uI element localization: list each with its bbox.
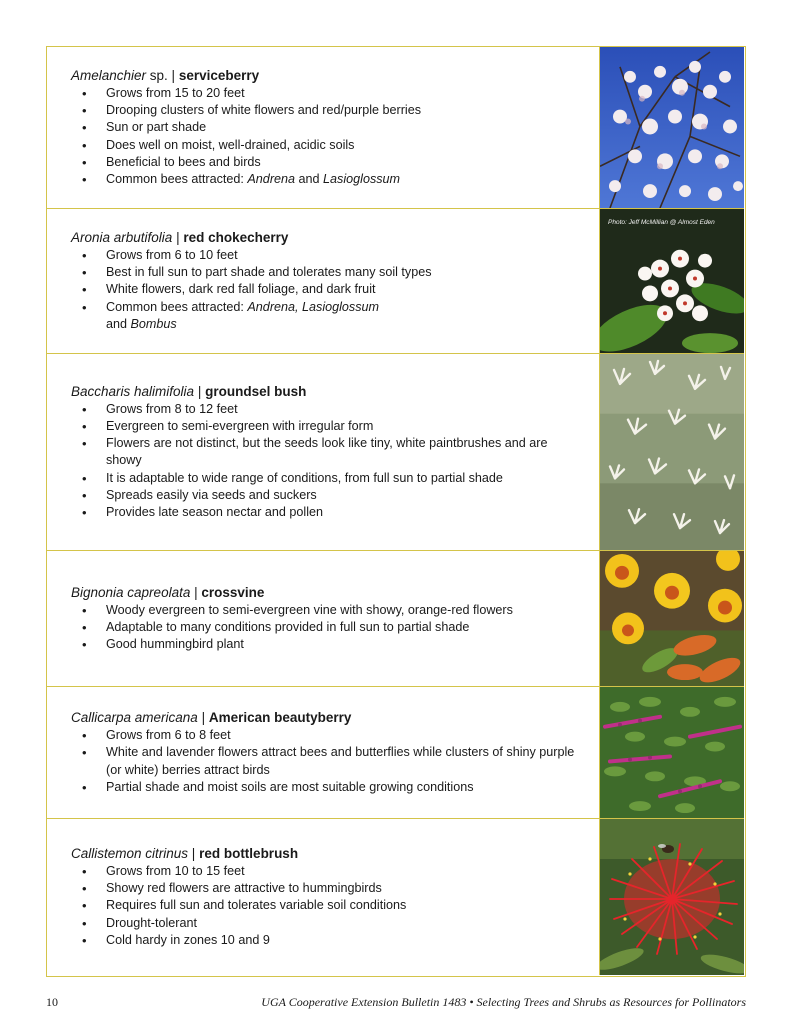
plant-title: Callistemon citrinus | red bottlebrush <box>71 845 299 861</box>
plant-facts-list <box>71 863 585 949</box>
plant-title: Bignonia capreolata | crossvine <box>71 584 265 600</box>
bulletin-citation: UGA Cooperative Extension Bulletin 1483 • Selecting Trees and Shrubs as Resources for Pollinators <box>261 995 746 1009</box>
purple-berry-shrub-photo <box>600 687 744 818</box>
list-item: • White and lavender flowers attract bees and butterflies while clusters of shiny purple (or white) berries attract birds <box>106 744 585 778</box>
white-blossom-tree-photo <box>600 47 744 208</box>
scientific-name: Callicarpa americana <box>71 710 198 726</box>
common-name: red chokecherry <box>183 229 289 245</box>
plant-description <box>47 551 600 686</box>
common-name: groundsel bush <box>205 383 307 399</box>
white-seed-tufts-photo <box>600 354 744 550</box>
list-item: • Adaptable to many conditions provided in full sun to partial shade <box>106 619 585 636</box>
plant-title: Amelanchier sp. | serviceberry <box>71 67 260 83</box>
list-item: • Provides late season nectar and pollen <box>106 504 585 521</box>
list-item: • Requires full sun and tolerates variable soil conditions <box>106 897 585 914</box>
page-number: 10 <box>46 995 58 1009</box>
plant-row-red-bottlebrush <box>47 819 744 975</box>
plant-facts-list <box>71 401 585 521</box>
plant-facts-list <box>71 727 585 796</box>
plant-description <box>47 687 600 818</box>
list-item: • Best in full sun to part shade and tolerates many soil types <box>106 264 585 281</box>
list-item: • Cold hardy in zones 10 and 9 <box>106 932 585 949</box>
list-item: • Beneficial to bees and birds <box>106 154 585 171</box>
list-item: • Grows from 6 to 10 feet <box>106 247 585 264</box>
list-item: • Spreads easily via seeds and suckers <box>106 487 585 504</box>
scientific-name: Callistemon citrinus <box>71 845 189 861</box>
page-footer <box>46 995 746 1013</box>
list-item: • Good hummingbird plant <box>106 636 585 653</box>
list-item: • Partial shade and moist soils are most suitable growing conditions <box>106 779 585 796</box>
plant-row-red-chokecherry <box>47 209 744 354</box>
list-item: • Grows from 6 to 8 feet <box>106 727 585 744</box>
common-name: serviceberry <box>178 67 260 83</box>
plant-row-american-beautyberry <box>47 687 744 819</box>
plant-description <box>47 47 600 208</box>
plant-description <box>47 819 600 975</box>
plant-facts-list <box>71 85 585 188</box>
common-name: red bottlebrush <box>199 845 299 861</box>
list-item: • Grows from 8 to 12 feet <box>106 401 585 418</box>
list-item: • Woody evergreen to semi-evergreen vine with showy, orange-red flowers <box>106 602 585 619</box>
list-item: • Grows from 15 to 20 feet <box>106 85 585 102</box>
orange-trumpet-flowers-photo <box>600 551 744 686</box>
list-item: • White flowers, dark red fall foliage, and dark fruit <box>106 281 585 298</box>
scientific-name: Baccharis halimifolia <box>71 383 195 399</box>
list-item: • Showy red flowers are attractive to hummingbirds <box>106 880 585 897</box>
plant-row-groundsel-bush <box>47 354 744 551</box>
plant-title: Aronia arbutifolia | red chokecherry <box>71 229 289 245</box>
scientific-name: Bignonia capreolata <box>71 584 191 600</box>
plant-description <box>47 209 600 353</box>
photo-credit: Photo: Jeff McMillian @ Almost Eden <box>608 219 715 226</box>
list-item: • Does well on moist, well-drained, acidic soils <box>106 137 585 154</box>
common-name: American beautyberry <box>208 710 352 726</box>
plant-title: Callicarpa americana | American beautyberry <box>71 710 352 726</box>
plant-description <box>47 354 600 550</box>
scientific-name: Aronia arbutifolia <box>71 229 173 245</box>
list-item: • It is adaptable to wide range of conditions, from full sun to partial shade <box>106 470 585 487</box>
list-item: • Flowers are not distinct, but the seeds look like tiny, white paintbrushes and are showy <box>106 435 585 469</box>
white-flower-cluster-photo <box>600 209 744 353</box>
common-name: crossvine <box>201 584 265 600</box>
plant-facts-list <box>71 602 585 654</box>
list-item: • Evergreen to semi-evergreen with irregular form <box>106 418 585 435</box>
list-item: • Drought-tolerant <box>106 915 585 932</box>
list-item: • Grows from 10 to 15 feet <box>106 863 585 880</box>
plant-row-crossvine <box>47 551 744 687</box>
plant-title: Baccharis halimifolia | groundsel bush <box>71 383 307 399</box>
red-bottlebrush-photo <box>600 819 744 975</box>
list-item: • Common bees attracted: Andrena and Lasioglossum <box>106 171 585 188</box>
plant-facts-list <box>71 247 585 333</box>
list-item: • Sun or part shade <box>106 119 585 136</box>
list-item: • Drooping clusters of white flowers and red/purple berries <box>106 102 585 119</box>
scientific-name: Amelanchier <box>71 67 147 83</box>
plant-row-serviceberry <box>47 47 744 209</box>
plant-table <box>46 46 746 977</box>
list-item: • Common bees attracted: Andrena, Lasioglossum and Bombus <box>106 299 585 333</box>
